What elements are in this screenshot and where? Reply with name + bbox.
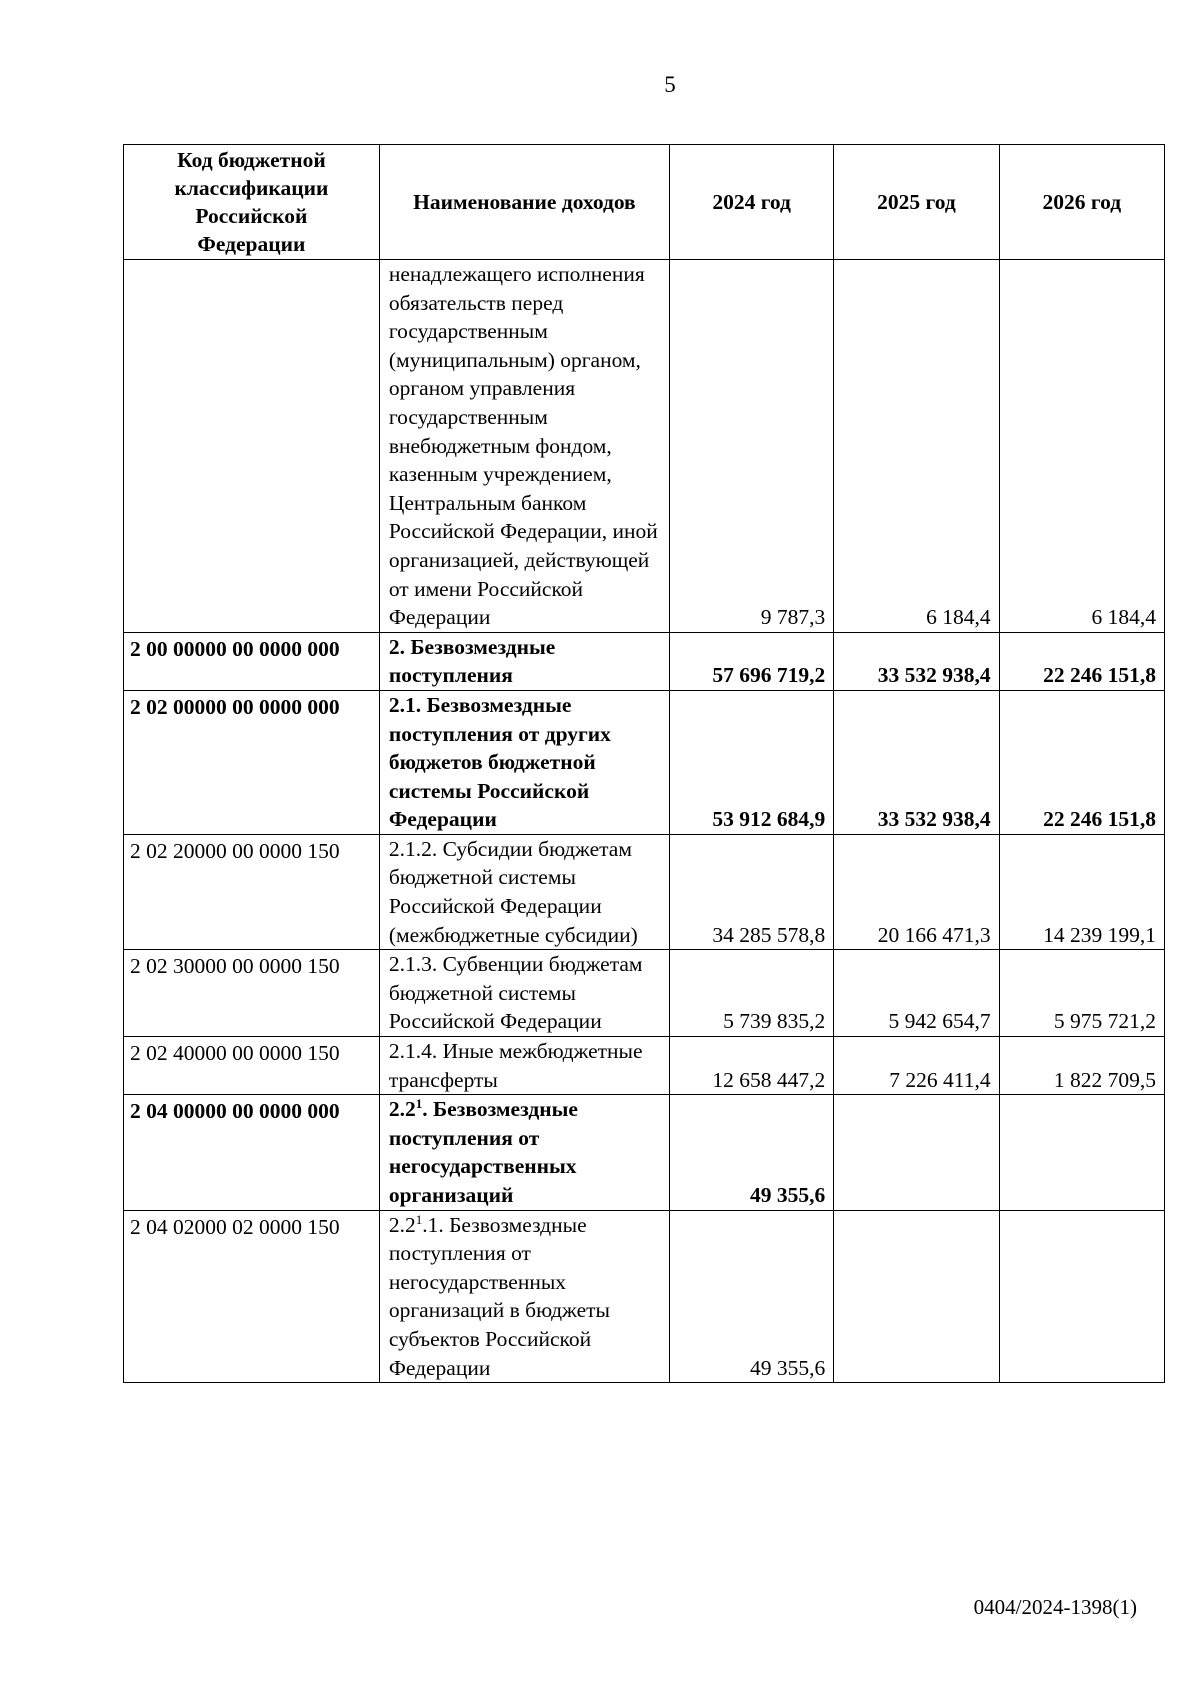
row-value-2025 (834, 1210, 999, 1383)
row-name (379, 1095, 669, 1210)
row-value-2026 (999, 1095, 1164, 1210)
row-code: 2 02 40000 00 0000 150 (124, 1037, 380, 1095)
row-value-2026: 14 239 199,1 (999, 834, 1164, 949)
row-code: 2 02 30000 00 0000 150 (124, 950, 380, 1037)
row-code: 2 02 20000 00 0000 150 (124, 834, 380, 949)
row-code: 2 00 00000 00 0000 000 (124, 632, 380, 690)
row-value-2024: 5 739 835,2 (669, 950, 833, 1037)
row-value-2024: 12 658 447,2 (669, 1037, 833, 1095)
row-name: 2.1.2. Субсидии бюджетам бюджетной системы Российской Федерации (межбюджетные субсидии) (379, 834, 669, 949)
row-code: 2 02 00000 00 0000 000 (124, 690, 380, 834)
header-year-2025: 2025 год (834, 145, 999, 260)
row-code: 2 04 02000 02 0000 150 (124, 1210, 380, 1383)
row-value-2024: 9 787,3 (669, 260, 833, 633)
row-value-2024: 53 912 684,9 (669, 690, 833, 834)
table-row (124, 690, 1165, 834)
header-year-2024: 2024 год (669, 145, 833, 260)
table-row (124, 1210, 1165, 1383)
page-number: 5 (664, 72, 676, 97)
row-value-2026: 6 184,4 (999, 260, 1164, 633)
row-name (379, 1210, 669, 1383)
row-value-2026 (999, 1210, 1164, 1383)
row-value-2024: 49 355,6 (669, 1210, 833, 1383)
table-row (124, 950, 1165, 1037)
row-value-2026: 22 246 151,8 (999, 632, 1164, 690)
row-value-2025: 33 532 938,4 (834, 632, 999, 690)
table-row (124, 632, 1165, 690)
row-name-text: .1. Безвозмездные поступления от негосударственных организаций в бюджеты субъектов Российской Федерации (388, 1212, 610, 1380)
row-value-2025: 5 942 654,7 (834, 950, 999, 1037)
row-value-2025: 6 184,4 (834, 260, 999, 633)
header-year-2026: 2026 год (999, 145, 1164, 260)
row-name: 2.1.3. Субвенции бюджетам бюджетной системы Российской Федерации (379, 950, 669, 1037)
row-code (124, 260, 380, 633)
row-value-2025: 7 226 411,4 (834, 1037, 999, 1095)
row-name: 2.1.4. Иные межбюджетные трансферты (379, 1037, 669, 1095)
table-row (124, 834, 1165, 949)
row-value-2024: 49 355,6 (669, 1095, 833, 1210)
row-value-2026: 1 822 709,5 (999, 1037, 1164, 1095)
row-value-2025: 33 532 938,4 (834, 690, 999, 834)
row-value-2025: 20 166 471,3 (834, 834, 999, 949)
table-row (124, 1037, 1165, 1095)
row-name: ненадлежащего исполнения обязательств перед государственным (муниципальным) органом, органом управления государственным внебюджетным фондом, казенным учреждением, Центральным банком Российской Федерации, иной организацией, действующей от имени Российской Федерации (379, 260, 669, 633)
document-number: 0404/2024-1398(1) (973, 1595, 1137, 1619)
revenue-table (123, 144, 1165, 1383)
row-value-2024: 57 696 719,2 (669, 632, 833, 690)
row-value-2026: 5 975 721,2 (999, 950, 1164, 1037)
row-name-superscript: 1 (415, 1211, 423, 1227)
row-code: 2 04 00000 00 0000 000 (124, 1095, 380, 1210)
row-name: 2. Безвозмездные поступления (379, 632, 669, 690)
row-value-2026: 22 246 151,8 (999, 690, 1164, 834)
row-name-text: . Безвозмездные поступления от негосударственных организаций (388, 1097, 578, 1207)
row-value-2025 (834, 1095, 999, 1210)
row-value-2024: 34 285 578,8 (669, 834, 833, 949)
row-name: 2.1. Безвозмездные поступления от других бюджетов бюджетной системы Российской Федерации (379, 690, 669, 834)
row-name-superscript: 1 (415, 1096, 423, 1112)
table-header-row (124, 145, 1165, 260)
row-name-prefix: 2.2 (388, 1097, 416, 1122)
header-name: Наименование доходов (379, 145, 669, 260)
row-name-prefix: 2.2 (388, 1212, 416, 1237)
table-row (124, 260, 1165, 633)
table-row (124, 1095, 1165, 1210)
header-code: Код бюджетной классификации Российской Федерации (124, 145, 380, 260)
